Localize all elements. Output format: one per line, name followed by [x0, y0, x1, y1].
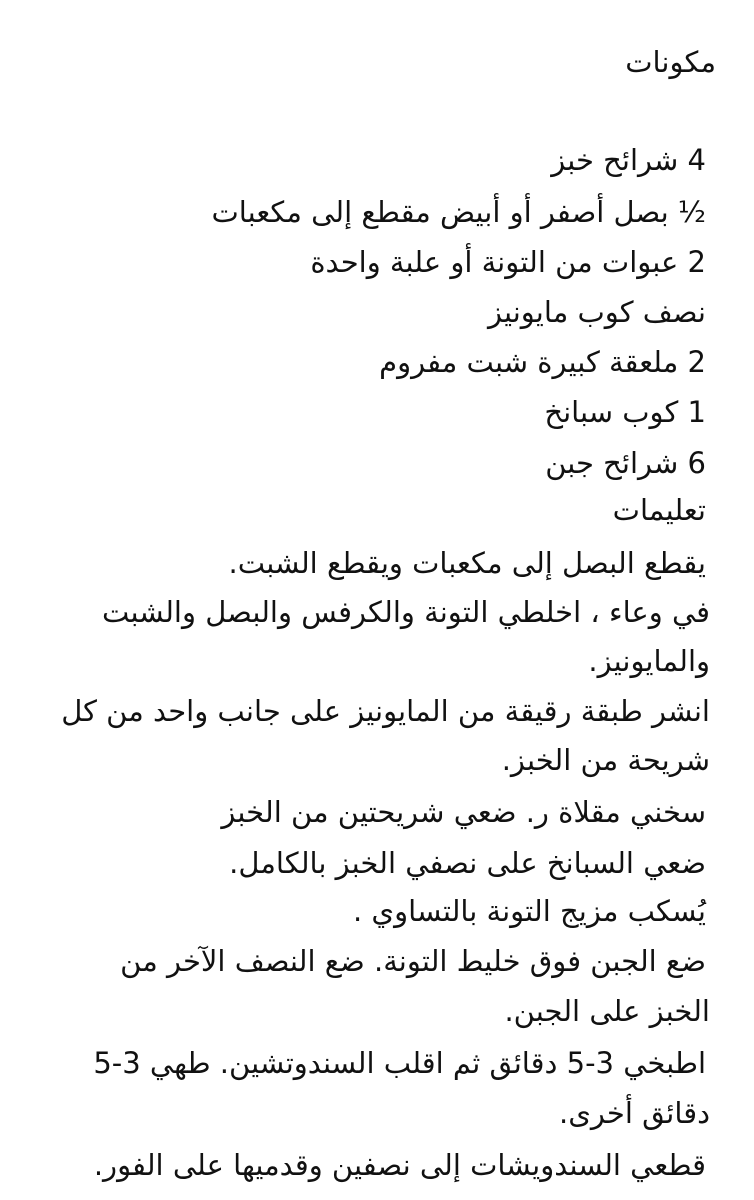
instruction-line: الخبز على الجبن. [504, 994, 710, 1028]
instruction-line: انشر طبقة رقيقة من المايونيز على جانب واحد من كل [61, 694, 710, 728]
instruction-line: دقائق أخرى. [559, 1096, 710, 1130]
instruction-line: اطبخي 3-5 دقائق ثم اقلب السندوتشين. طهي 3-5 [93, 1046, 706, 1080]
ingredient-line: 4 شرائح خبز [551, 143, 706, 177]
ingredient-line: 2 ملعقة كبيرة شبت مفروم [379, 345, 706, 379]
instructions-heading: تعليمات [612, 493, 706, 527]
ingredient-line: نصف كوب مايونيز [487, 295, 706, 329]
instruction-line: في وعاء ، اخلطي التونة والكرفس والبصل والشبت [102, 595, 710, 629]
instruction-line: قطعي السندويشات إلى نصفين وقدميها على الفور. [93, 1148, 706, 1182]
instruction-line: شريحة من الخبز. [501, 743, 710, 777]
instruction-line: يُسكب مزيج التونة بالتساوي . [353, 894, 706, 928]
ingredient-line: ½ بصل أصفر أو أبيض مقطع إلى مكعبات [211, 195, 706, 229]
instruction-line: والمايونيز. [588, 644, 710, 678]
instruction-line: سخني مقلاة ر. ضعي شريحتين من الخبز [221, 795, 706, 829]
ingredient-line: 6 شرائح جبن [545, 446, 706, 480]
ingredients-heading: مكونات [625, 45, 716, 79]
instruction-line: ضعي السبانخ على نصفي الخبز بالكامل. [229, 846, 706, 880]
ingredient-line: 1 كوب سبانخ [544, 395, 706, 429]
instruction-line: ضع الجبن فوق خليط التونة. ضع النصف الآخر من [120, 944, 706, 978]
ingredient-line: 2 عبوات من التونة أو علبة واحدة [310, 245, 706, 279]
instruction-line: يقطع البصل إلى مكعبات ويقطع الشبت. [228, 546, 706, 580]
